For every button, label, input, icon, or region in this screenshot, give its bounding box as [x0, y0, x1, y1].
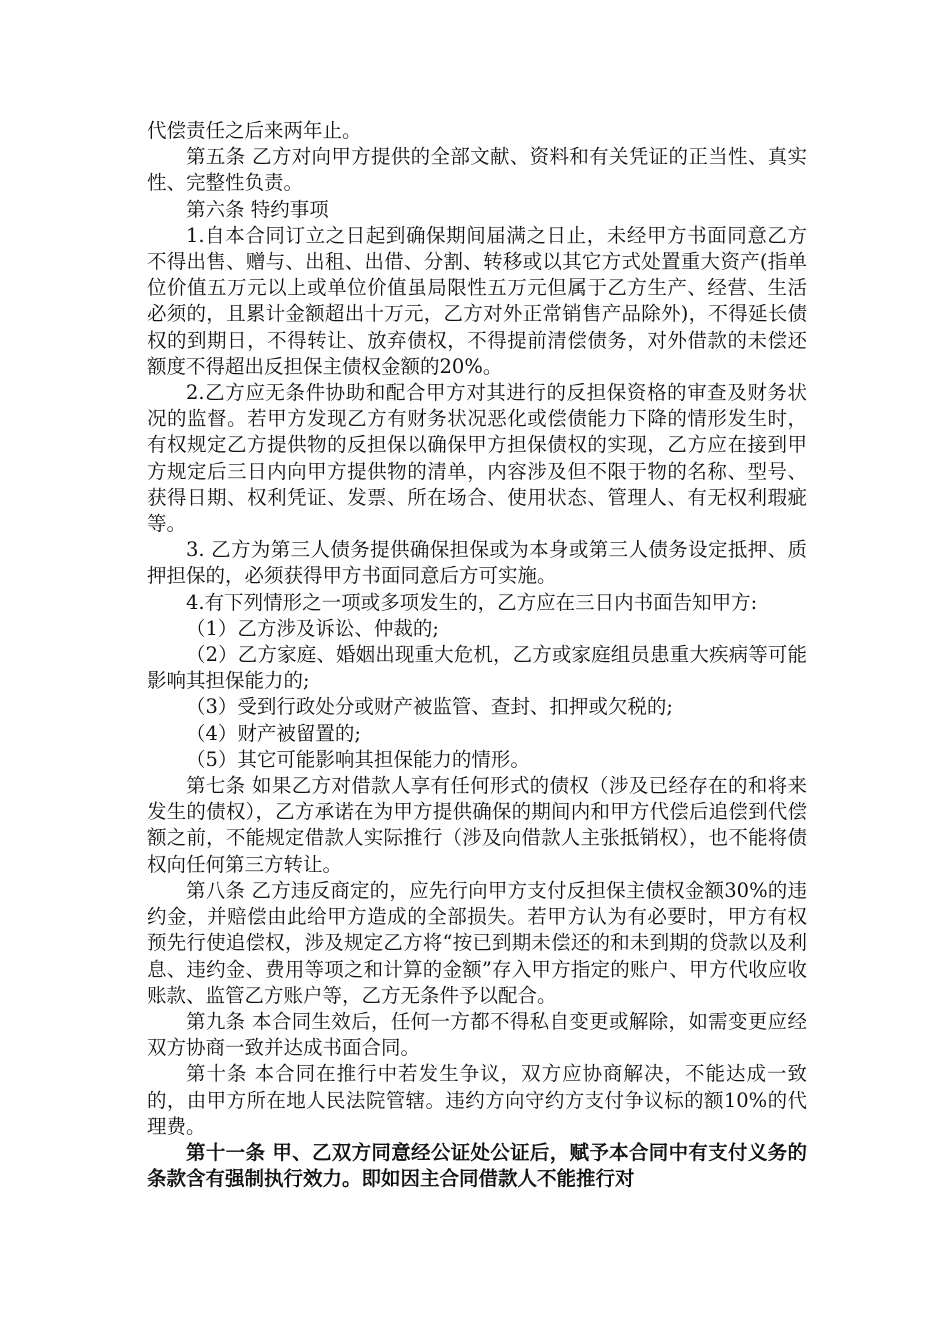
paragraph-article-6-item-2: 2.乙方应无条件协助和配合甲方对其进行的反担保资格的审查及财务状况的监督。若甲方发现乙方有财务状况恶化或偿债能力下降的情形发生时，有权规定乙方提供物的反担保以确保甲方担保债权的实现，乙方应在接到甲方规定后三日内向甲方提供物的清单，内容涉及但不限于物的名称、型号、获得日期、权利凭证、发票、所在场合、使用状态、管理人、有无权利瑕疵等。: [147, 381, 807, 536]
paragraph-article-7: 第七条 如果乙方对借款人享有任何形式的债权（涉及已经存在的和将来发生的债权），乙方承诺在为甲方提供确保的期间内和甲方代偿后追偿到代偿额之前，不能规定借款人实际推行（涉及向借款人主张抵销权），也不能将债权向任何第三方转让。: [147, 774, 807, 876]
paragraph-subitem-1: （1）乙方涉及诉讼、仲裁的;: [186, 616, 439, 640]
paragraph-subitem-4: （4）财产被留置的;: [186, 721, 361, 745]
paragraph-article-6-heading: 第六条 特约事项: [186, 197, 329, 221]
document-body: [147, 118, 807, 1192]
paragraph-subitem-2: （2）乙方家庭、婚姻出现重大危机，乙方或家庭组员患重大疾病等可能影响其担保能力的;: [147, 643, 807, 693]
paragraph-article-8: 第八条 乙方违反商定的，应先行向甲方支付反担保主债权金额30%的违约金，并赔偿由此给甲方造成的全部损失。若甲方认为有必要时，甲方有权预先行使追偿权，涉及规定乙方将“按已到期未偿还的和未到期的贷款以及利息、违约金、费用等项之和计算的金额”存入甲方指定的账户、甲方代收应收账款、监管乙方账户等，乙方无条件予以配合。: [147, 878, 807, 1007]
paragraph-article-9: 第九条 本合同生效后，任何一方都不得私自变更或解除，如需变更应经双方协商一致并达成书面合同。: [147, 1009, 807, 1060]
paragraph-article-6-item-4: 4.有下列情形之一项或多项发生的，乙方应在三日内书面告知甲方:: [186, 590, 758, 614]
paragraph-article-11: 第十一条 甲、乙双方同意经公证处公证后，赋予本合同中有支付义务的条款含有强制执行效力。即如因主合同借款人不能推行对: [147, 1140, 807, 1191]
paragraph-continuation: 代偿责任之后来两年止。: [147, 119, 362, 142]
paragraph-article-5: 第五条 乙方对向甲方提供的全部文献、资料和有关凭证的正当性、真实性、完整性负责。: [147, 145, 807, 195]
paragraph-article-6-item-3: 3. 乙方为第三人债务提供确保担保或为本身或第三人债务设定抵押、质押担保的，必须获得甲方书面同意后方可实施。: [147, 538, 807, 588]
paragraph-subitem-3: （3）受到行政处分或财产被监管、查封、扣押或欠税的;: [186, 695, 673, 719]
paragraph-article-6-item-1: 1.自本合同订立之日起到确保期间届满之日止，未经甲方书面同意乙方不得出售、赠与、出租、出借、分割、转移或以其它方式处置重大资产(指单位价值五万元以上或单位价值虽局限性五万元但属于乙方生产、经营、生活必须的，且累计金额超出十万元，乙方对外正常销售产品除外)，不得延长债权的到期日，不得转让、放弃债权，不得提前清偿债务，对外借款的未偿还额度不得超出反担保主债权金额的20%。: [147, 223, 807, 378]
paragraph-article-10: 第十条 本合同在推行中若发生争议，双方应协商解决，不能达成一致的，由甲方所在地人民法院管辖。违约方向守约方支付争议标的额10%的代理费。: [147, 1062, 807, 1138]
paragraph-subitem-5: （5）其它可能影响其担保能力的情形。: [186, 747, 530, 771]
